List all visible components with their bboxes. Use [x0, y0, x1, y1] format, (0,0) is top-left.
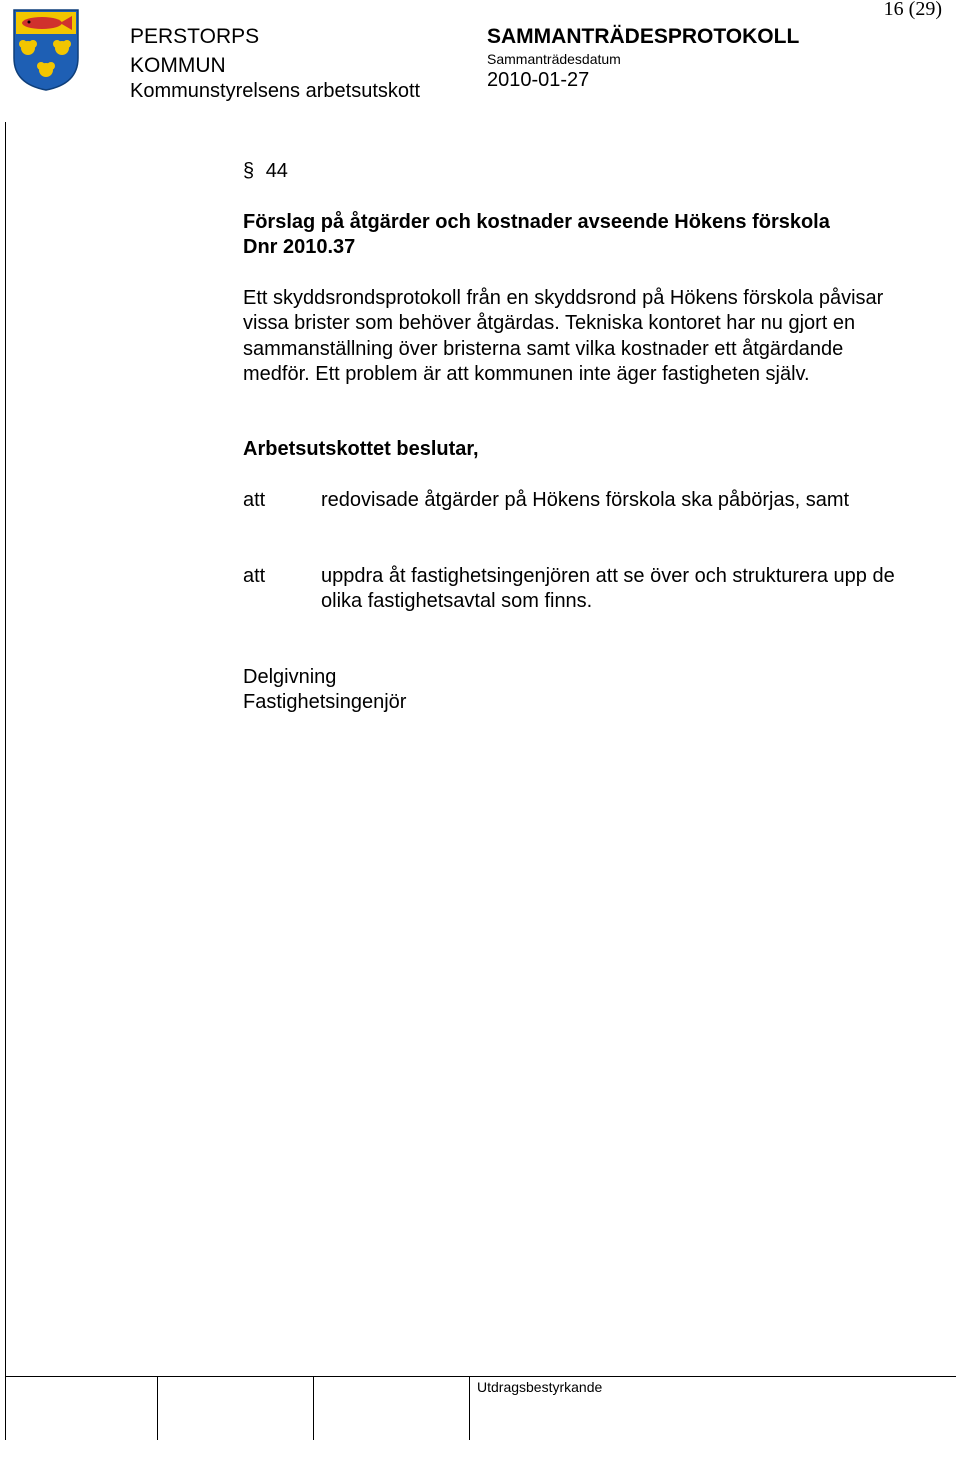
- page-number: 16 (29): [883, 0, 942, 20]
- paragraph-heading: [243, 160, 288, 183]
- delivery-label: Delgivning: [243, 666, 337, 688]
- decision-marker: att: [243, 489, 266, 511]
- heading-dnr: Dnr 2010.37: [243, 236, 356, 258]
- body-paragraph: Ett skyddsrondsprotokoll från en skyddsrond på Hökens förskola påvisar vissa brister som behöver åtgärdas. Tekniska kontoret har nu gjort en sammanställning över bristerna samt vilka kostnader ett åtgärdande medför. Ett problem är att kommunen inte äger fastigheten själv.: [243, 287, 884, 385]
- meeting-date: 2010-01-27: [487, 69, 590, 91]
- margin-rule: [5, 122, 6, 1440]
- org-name-line2: KOMMUN: [130, 54, 226, 77]
- certification-label: Utdragsbestyrkande: [477, 1379, 603, 1395]
- signature-box-divider: [157, 1376, 158, 1440]
- decision-marker: att: [243, 565, 266, 587]
- delivery-recipient: Fastighetsingenjör: [243, 691, 407, 713]
- decision-text: uppdra åt fastighetsingenjören att se över och strukturera upp de olika fastighetsavtal som finns.: [321, 565, 895, 613]
- document-title: SAMMANTRÄDESPROTOKOLL: [487, 25, 800, 48]
- committee-name: Kommunstyrelsens arbetsutskott: [130, 80, 421, 102]
- decision-text: redovisade åtgärder på Hökens förskola ska påbörjas, samt: [321, 489, 850, 511]
- coat-of-arms-icon: [12, 8, 80, 92]
- section-heading: [243, 210, 830, 260]
- org-name-line1: PERSTORPS: [130, 25, 260, 48]
- signature-box-divider: [313, 1376, 314, 1440]
- heading-title: Förslag på åtgärder och kostnader avseende Hökens förskola: [243, 211, 830, 233]
- paragraph-number: 44: [265, 160, 288, 182]
- meeting-date-label: Sammanträdesdatum: [487, 51, 621, 67]
- paragraph-sign: §: [243, 160, 255, 182]
- decision-intro: Arbetsutskottet beslutar,: [243, 438, 479, 460]
- footer-rule: [5, 1376, 956, 1377]
- signature-box-divider: [469, 1376, 470, 1440]
